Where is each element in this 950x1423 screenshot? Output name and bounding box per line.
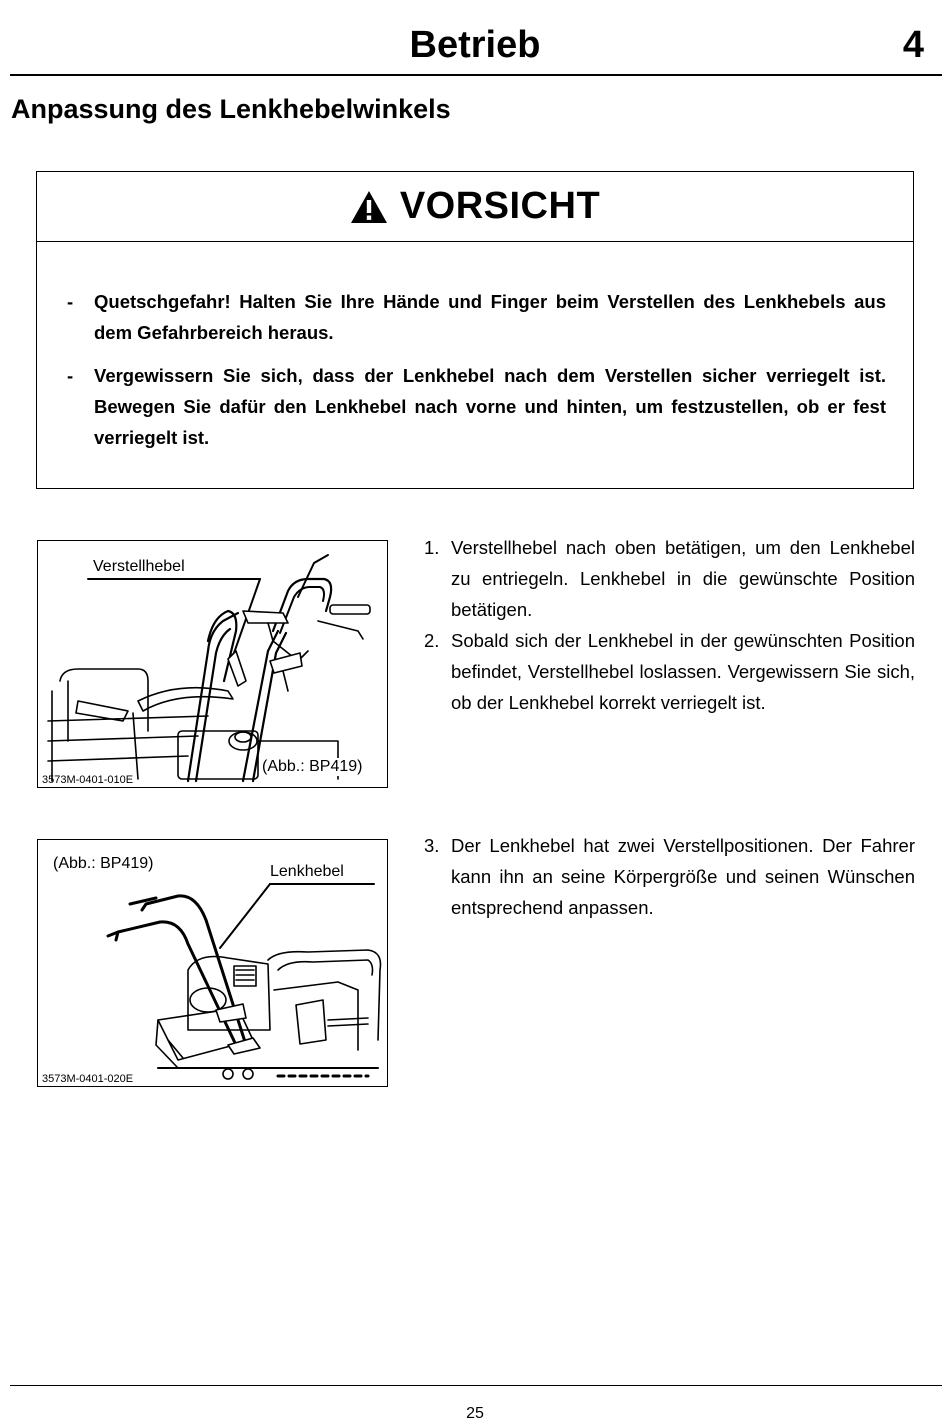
caution-box [36, 171, 914, 489]
caution-item-text: Quetschgefahr! Halten Sie Ihre Hände und Finger beim Verstellen des Lenkhebels aus dem Gefahrbereich heraus. [94, 291, 886, 343]
caution-bullet: - [67, 365, 74, 386]
step-text: Verstellhebel nach oben betätigen, um den Lenkhebel zu entriegeln. Lenkhebel in die gewünschte Position betätigen. [451, 537, 915, 620]
figure-code: 3573M-0401-020E [42, 1073, 134, 1085]
caution-bullet: - [67, 291, 74, 312]
caution-header [37, 172, 913, 242]
step-item [424, 625, 915, 718]
step-number: 2. [424, 630, 440, 651]
figure-steering-lever [37, 839, 388, 1087]
caution-item [67, 286, 886, 348]
figure-adjust-lever [37, 540, 388, 788]
step-text: Der Lenkhebel hat zwei Verstellpositionen. Der Fahrer kann ihn an seine Körpergröße und seinen Wünschen entsprechend anpassen. [451, 835, 915, 918]
caution-item-text: Vergewissern Sie sich, dass der Lenkhebel nach dem Verstellen sicher verriegelt ist. Bewegen Sie dafür den Lenkhebel nach vorne und hinten, um festzustellen, ob er fest verriegelt ist. [94, 365, 886, 448]
step-text: Sobald sich der Lenkhebel in der gewünschten Position befindet, Verstellhebel loslassen. Vergewissern Sie sich, ob der Lenkhebel korrekt verriegelt ist. [451, 630, 915, 713]
chapter-number: 4 [902, 24, 924, 66]
figure-label-steering-lever: Lenkhebel [270, 863, 344, 880]
step-number: 3. [424, 835, 440, 856]
figure-code: 3573M-0401-010E [42, 774, 134, 786]
caution-item [67, 360, 886, 453]
figure-caption: (Abb.: BP419) [53, 855, 154, 872]
section-title: Anpassung des Lenkhebelwinkels [11, 94, 451, 124]
step-item [424, 830, 915, 923]
page-number: 25 [466, 1405, 484, 1422]
figure-caption: (Abb.: BP419) [262, 758, 363, 775]
footer-divider [10, 1385, 942, 1386]
caution-list [37, 242, 913, 453]
warning-triangle-icon [350, 190, 388, 224]
adjust-lever-illustration [38, 541, 388, 788]
step-number: 1. [424, 537, 440, 558]
page-header-title: Betrieb [409, 24, 541, 66]
header-divider [10, 74, 942, 76]
steps-list [424, 532, 915, 718]
step-item [424, 532, 915, 625]
steps-list [424, 830, 915, 923]
figure-label-adjust-lever: Verstellhebel [93, 558, 185, 575]
caution-title: VORSICHT [399, 185, 601, 227]
